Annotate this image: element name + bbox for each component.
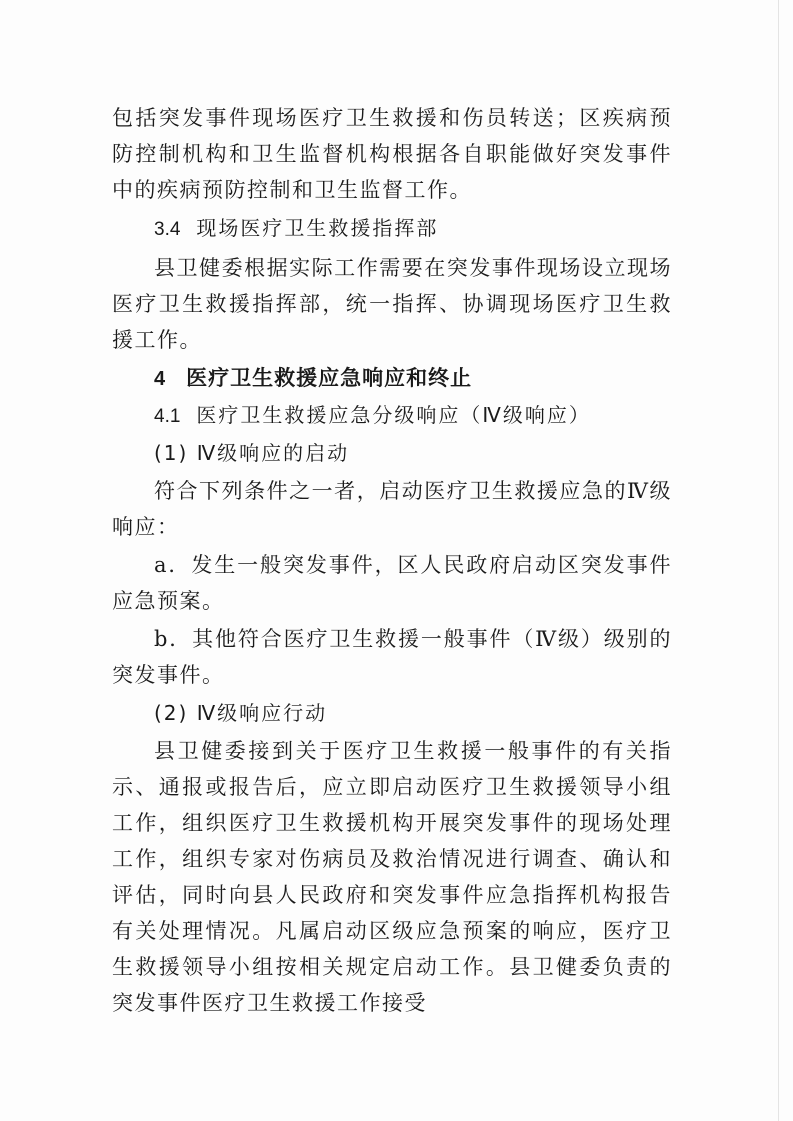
list-item-b: b．其他符合医疗卫生救援一般事件（Ⅳ级）级别的突发事件。 [112, 627, 672, 687]
list-item-a: a．发生一般突发事件，区人民政府启动区突发事件应急预案。 [112, 553, 672, 613]
section-4-title: 医疗卫生救援应急响应和终止 [186, 366, 473, 390]
section-3-4-heading [112, 210, 672, 248]
subsection-2-heading: (2) Ⅳ级响应行动 [154, 701, 328, 725]
paragraph-continuation: 包括突发事件现场医疗卫生救援和伤员转送；区疾病预防控制机构和卫生监督机构根据各自职能做好突发事件中的疾病预防控制和卫生监督工作。 [112, 106, 672, 202]
section-4-1-title: 医疗卫生救援应急分级响应（Ⅳ级响应） [196, 403, 591, 427]
document-body [112, 100, 672, 1021]
section-4-1-heading [112, 397, 672, 435]
section-3-4-number: 3.4 [154, 219, 181, 240]
section-3-4-title: 现场医疗卫生救援指挥部 [196, 216, 439, 240]
paragraph-response-actions: 县卫健委接到关于医疗卫生救援一般事件的有关指示、通报或报告后，应立即启动医疗卫生救援领导小组工作，组织医疗卫生救援机构开展突发事件的现场处理工作，组织专家对伤病员及救治情况进行调查、确认和评估，同时向县人民政府和突发事件应急指挥机构报告有关处理情况。凡属启动区级应急预案的响应，医疗卫生救援领导小组按相关规定启动工作。县卫健委负责的突发事件医疗卫生救援工作接受 [112, 739, 672, 1015]
paragraph-conditions: 符合下列条件之一者，启动医疗卫生救援应急的Ⅳ级响应： [112, 479, 672, 539]
subsection-1-heading: (1) Ⅳ级响应的启动 [154, 441, 350, 465]
section-4-heading [112, 360, 672, 397]
page-edge-line [778, 0, 779, 1121]
section-4-number: 4 [154, 368, 167, 390]
section-4-1-number: 4.1 [154, 406, 181, 427]
paragraph-command-post: 县卫健委根据实际工作需要在突发事件现场设立现场医疗卫生救援指挥部，统一指挥、协调现场医疗卫生救援工作。 [112, 256, 672, 352]
